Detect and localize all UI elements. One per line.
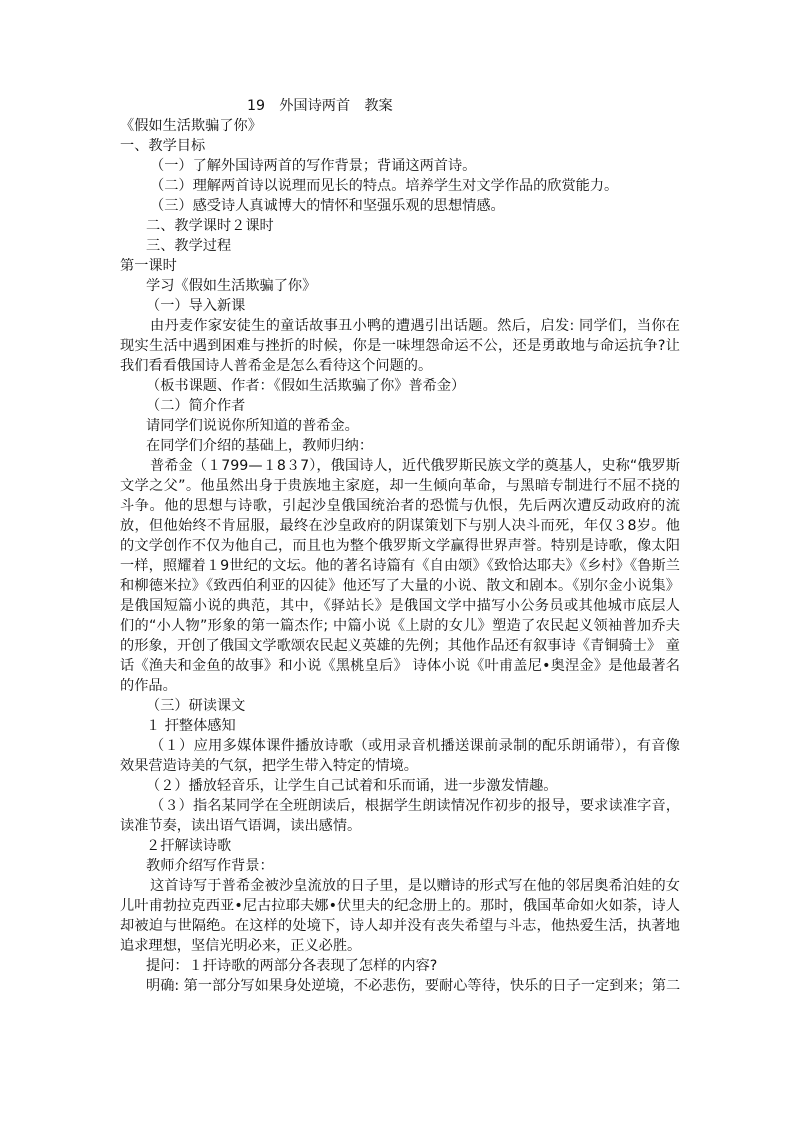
subheading-interpret: ２扞解读诗歌 [146,838,232,854]
intro-paragraph: 由丹麦作家安徒生的童话故事丑小鸭的遭遇引出话题。然后，启发: 同学们，当你在现实生活中遇到困难与挫折的时候，你是一味埋怨命运不公，还是勇敢地与命运抗争?让我们看看俄国诗人普希金是怎么看待这个问题的。 [120,318,680,374]
teacher-summary-lead: 在同学们介绍的基础上，教师归纳： [146,438,374,454]
background-paragraph: 这首诗写于普希金被沙皇流放的日子里，是以赠诗的形式写在他的邻居奥希泊娃的女儿叶甫勃拉克西亚•尼古拉耶夫娜•伏里夫的纪念册上的。那时，俄国革命如火如荼，诗人却被迫与世隔绝。在这样的处境下，诗人却并没有丧失希望与斗志，他热爱生活，执著地追求理想，坚信光明必来，正义必胜。 [120,878,680,954]
board-note: （板书课题、作者：《假如生活欺骗了你》普希金） [146,378,466,394]
step-heading-author: （二）简介作者 [146,398,246,414]
reading-step-1: （１）应用多媒体课件播放诗歌（或用录音机播送课前录制的配乐朗诵带），有音像效果营造诗美的气氛，把学生带入特定的情境。 [120,738,680,774]
lesson-plan-page [120,96,680,996]
step-heading-intro: （一）导入新课 [146,298,246,314]
section-heading-process: 三、教学过程 [146,238,232,254]
lesson-heading: 第一课时 [120,258,177,274]
reading-step-3: （３）指名某同学在全班朗读后，根据学生朗读情况作初步的报导，要求读准字音，读准节奏，读出语气语调，读出感情。 [120,798,680,834]
answer-line: 明确: 第一部分写如果身处逆境，不必悲伤，要耐心等待，快乐的日子一定到来；第二 [146,978,681,994]
step-heading-reading: （三）研读课文 [146,698,246,714]
poem-title: 《假如生活欺骗了你》 [120,118,262,134]
author-question: 请同学们说说你所知道的普希金。 [146,418,359,434]
question-line: 提问：１扞诗歌的两部分各表现了怎样的内容? [146,958,438,974]
goal-item-3: （三）感受诗人真诚博大的情怀和坚强乐观的思想情感。 [150,198,505,214]
background-lead: 教师介绍写作背景： [146,858,274,874]
author-paragraph: 普希金（１799—１8３7），俄国诗人，近代俄罗斯民族文学的奠基人，史称“俄罗斯文学之父”。他虽然出身于贵族地主家庭，却一生倾向革命，与黑暗专制进行不屈不挠的斗争。他的思想与诗歌，引起沙皇俄国统治者的恐慌与仇恨，先后两次遭反动政府的流放，但他始终不肯屈服，最终在沙皇政府的阴谋策划下与别人决斗而死，年仅３8岁。他的文学创作不仅为他自己，而且也为整个俄罗斯文学赢得世界声誉。特别是诗歌，像太阳一样，照耀着１9世纪的文坛。他的著名诗篇有《自由颂》《致恰达耶夫》《乡村》《鲁斯兰和柳德米拉》《致西伯利亚的囚徒》他还写了大量的小说、散文和剧本。《别尔金小说集》是俄国短篇小说的典范，其中，《驿站长》是俄国文学中描写小公务员或其他城市底层人们的“小人物”形象的第一篇杰作; 中篇小说《上尉的女儿》塑造了农民起义领袖普加乔夫的形象，开创了俄国文学歌颂农民起义英雄的先例；其他作品还有叙事诗《青铜骑士》 童话《渔夫和金鱼的故事》和小说《黑桃皇后》 诗体小说《叶甫盖尼•奥涅金》是他最著名的作品。 [120,458,680,694]
reading-step-2: （２）播放轻音乐，让学生自己试着和乐而诵，进一步激发情趣。 [146,778,558,794]
subheading-overall: １ 扞整体感知 [146,718,236,734]
section-heading-hours: 二、教学课时２课时 [146,218,274,234]
study-heading: 学习《假如生活欺骗了你》 [146,278,317,294]
goal-item-1: （一）了解外国诗两首的写作背景；背诵这两首诗。 [150,158,477,174]
section-heading-goals: 一、教学目标 [120,138,206,154]
document-title: 19 外国诗两首 教案 [247,98,393,114]
goal-item-2: （二）理解两首诗以说理而见长的特点。培养学生对文学作品的欣赏能力。 [150,178,619,194]
